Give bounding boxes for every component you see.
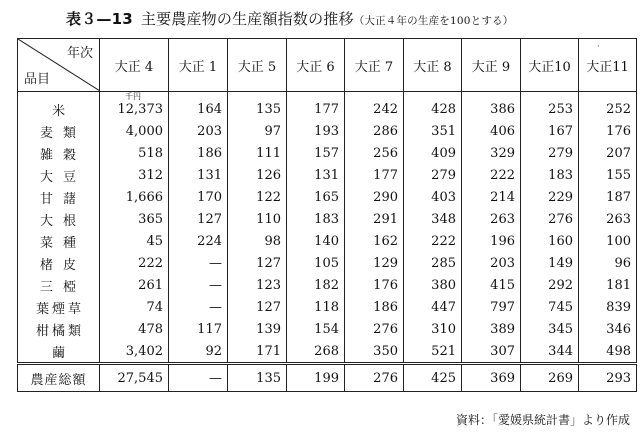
value-cell: 187 (579, 186, 637, 208)
value-cell: 268 (287, 340, 345, 364)
value-cell: 12,373 (100, 92, 169, 121)
value-cell: 203 (462, 252, 521, 274)
value-cell: 279 (521, 142, 579, 164)
value-cell: 129 (345, 252, 404, 274)
value-cell: 3,402 (100, 340, 169, 364)
value-cell: 167 (521, 120, 579, 142)
table-row (18, 208, 637, 230)
value-cell: 263 (579, 208, 637, 230)
item-name: 繭 (18, 340, 100, 364)
corner-cell (18, 39, 100, 92)
table-row (18, 230, 637, 252)
year-header: 大正 4 (100, 39, 169, 92)
value-cell: 286 (345, 120, 404, 142)
table-row (18, 142, 637, 164)
value-cell: 291 (345, 208, 404, 230)
header-row (18, 39, 637, 92)
value-cell: 839 (579, 296, 637, 318)
value-cell: 126 (228, 164, 287, 186)
value-cell: 157 (287, 142, 345, 164)
value-cell: 207 (579, 142, 637, 164)
value-cell: 428 (404, 92, 462, 121)
value-cell: 279 (404, 164, 462, 186)
value-cell: 276 (345, 364, 404, 392)
table-row (18, 186, 637, 208)
value-cell: 45 (100, 230, 169, 252)
value-cell: 135 (228, 92, 287, 121)
value-cell: 329 (462, 142, 521, 164)
value-cell: 745 (521, 296, 579, 318)
item-name: 麦類 (18, 120, 100, 142)
value-cell: — (169, 296, 228, 318)
value-cell: 183 (287, 208, 345, 230)
value-cell: 127 (169, 208, 228, 230)
table-row (18, 92, 637, 121)
year-header: 大正 8 (404, 39, 462, 92)
value-cell: 183 (521, 164, 579, 186)
value-cell: 100 (579, 230, 637, 252)
value-cell: 164 (169, 92, 228, 121)
value-cell: 344 (521, 340, 579, 364)
value-cell: 478 (100, 318, 169, 340)
value-cell: 290 (345, 186, 404, 208)
title-note: （大正４年の生産を100とする） (353, 15, 514, 27)
table-row (18, 274, 637, 296)
total-row (18, 364, 637, 392)
value-cell: 199 (287, 364, 345, 392)
year-header: 大正 6 (287, 39, 345, 92)
value-cell: 117 (169, 318, 228, 340)
value-cell: 154 (287, 318, 345, 340)
value-cell: — (169, 252, 228, 274)
value-cell: 4,000 (100, 120, 169, 142)
value-cell: 345 (521, 318, 579, 340)
value-cell: 135 (228, 364, 287, 392)
value-cell: 389 (462, 318, 521, 340)
value-cell: 74 (100, 296, 169, 318)
value-cell: 105 (287, 252, 345, 274)
value-cell: 140 (287, 230, 345, 252)
item-name: 菜種 (18, 230, 100, 252)
value-cell: 131 (287, 164, 345, 186)
value-cell: 425 (404, 364, 462, 392)
value-cell: 256 (345, 142, 404, 164)
value-cell: 307 (462, 340, 521, 364)
title-main: 主要農産物の生産額指数の推移 (140, 10, 354, 28)
value-cell: 97 (228, 120, 287, 142)
value-cell: 123 (228, 274, 287, 296)
item-name: 大根 (18, 208, 100, 230)
value-cell: 160 (521, 230, 579, 252)
value-cell: 253 (521, 92, 579, 121)
item-name: 甘藷 (18, 186, 100, 208)
value-cell: 285 (404, 252, 462, 274)
value-cell: 276 (521, 208, 579, 230)
data-table (17, 38, 637, 392)
value-cell: 348 (404, 208, 462, 230)
value-cell: 155 (579, 164, 637, 186)
year-header: 大正 5 (228, 39, 287, 92)
value-cell: 96 (579, 252, 637, 274)
value-cell: 222 (100, 252, 169, 274)
value-cell: 1,666 (100, 186, 169, 208)
value-cell: 369 (462, 364, 521, 392)
value-cell: 186 (169, 142, 228, 164)
table-row (18, 164, 637, 186)
value-cell: 176 (579, 120, 637, 142)
corner-label-year: 年次 (66, 46, 93, 61)
item-name: 大豆 (18, 164, 100, 186)
page-title (66, 8, 513, 29)
corner-label-item: 品目 (24, 72, 51, 87)
value-cell: 310 (404, 318, 462, 340)
value-cell: 222 (462, 164, 521, 186)
table-row (18, 318, 637, 340)
value-cell: 403 (404, 186, 462, 208)
table-row (18, 120, 637, 142)
value-cell: 122 (228, 186, 287, 208)
value-cell: 351 (404, 120, 462, 142)
year-header: 大正11 (579, 39, 637, 92)
value-cell: 797 (462, 296, 521, 318)
value-cell: 252 (579, 92, 637, 121)
value-cell: 380 (404, 274, 462, 296)
value-cell: 196 (462, 230, 521, 252)
table-row (18, 340, 637, 364)
value-cell: 312 (100, 164, 169, 186)
item-name: 米 (18, 92, 100, 121)
item-name: 葉煙草 (18, 296, 100, 318)
value-cell: 92 (169, 340, 228, 364)
table-number: 表３—13 (66, 10, 133, 28)
value-cell: 165 (287, 186, 345, 208)
value-cell: 127 (228, 252, 287, 274)
value-cell: 214 (462, 186, 521, 208)
value-cell: 346 (579, 318, 637, 340)
source-note: 資料：「愛媛県統計書」より作成 (455, 413, 630, 427)
value-cell: 110 (228, 208, 287, 230)
value-cell: 118 (287, 296, 345, 318)
value-cell: 365 (100, 208, 169, 230)
item-name: 三椏 (18, 274, 100, 296)
value-cell: 409 (404, 142, 462, 164)
value-cell: 293 (579, 364, 637, 392)
year-header: 大正 9 (462, 39, 521, 92)
value-cell: 139 (228, 318, 287, 340)
value-cell: — (169, 274, 228, 296)
value-cell: 222 (404, 230, 462, 252)
item-name: 楮皮 (18, 252, 100, 274)
value-cell: 224 (169, 230, 228, 252)
value-cell: 261 (100, 274, 169, 296)
value-cell: 171 (228, 340, 287, 364)
value-cell: 518 (100, 142, 169, 164)
stray-dot: · (597, 42, 600, 51)
value-cell: 447 (404, 296, 462, 318)
value-cell: 269 (521, 364, 579, 392)
unit-label: 千円 (125, 92, 141, 101)
value-cell: 182 (287, 274, 345, 296)
value-cell: 131 (169, 164, 228, 186)
value-cell: 177 (287, 92, 345, 121)
value-cell: 292 (521, 274, 579, 296)
item-name: 農産総額 (18, 364, 100, 392)
item-name: 柑橘類 (18, 318, 100, 340)
value-cell: 406 (462, 120, 521, 142)
value-cell: 170 (169, 186, 228, 208)
table-row (18, 252, 637, 274)
year-header: 大正10 (521, 39, 579, 92)
value-cell: 229 (521, 186, 579, 208)
value-cell: — (169, 364, 228, 392)
value-cell: 111 (228, 142, 287, 164)
value-cell: 27,545 (100, 364, 169, 392)
value-cell: 386 (462, 92, 521, 121)
value-cell: 203 (169, 120, 228, 142)
table-row (18, 296, 637, 318)
value-cell: 498 (579, 340, 637, 364)
value-cell: 193 (287, 120, 345, 142)
year-header: 大正 1 (169, 39, 228, 92)
value-cell: 263 (462, 208, 521, 230)
value-cell: 521 (404, 340, 462, 364)
value-cell: 177 (345, 164, 404, 186)
value-cell: 415 (462, 274, 521, 296)
item-name: 雑穀 (18, 142, 100, 164)
value-cell: 276 (345, 318, 404, 340)
value-cell: 181 (579, 274, 637, 296)
value-cell: 162 (345, 230, 404, 252)
value-cell: 149 (521, 252, 579, 274)
value-cell: 350 (345, 340, 404, 364)
value-cell: 242 (345, 92, 404, 121)
value-cell: 186 (345, 296, 404, 318)
year-header: 大正 7 (345, 39, 404, 92)
value-cell: 176 (345, 274, 404, 296)
value-cell: 98 (228, 230, 287, 252)
value-cell: 127 (228, 296, 287, 318)
